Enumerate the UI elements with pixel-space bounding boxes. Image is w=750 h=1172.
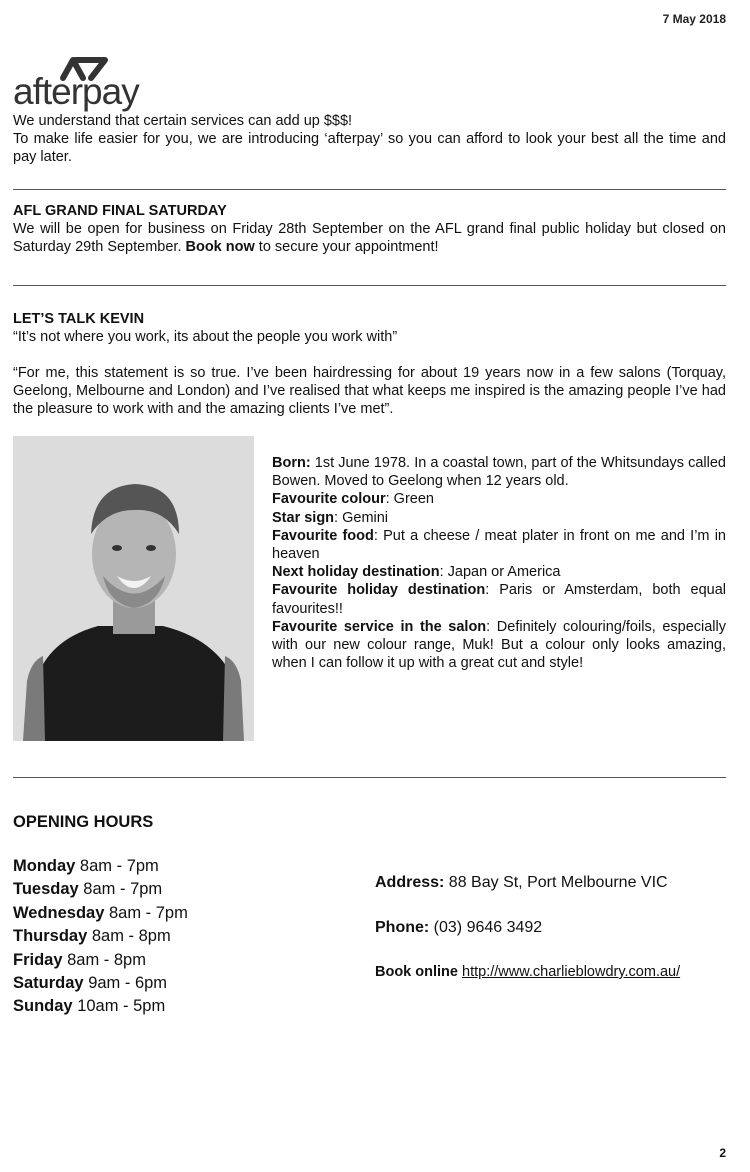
bio-fact-value: : Paris or Amsterdam, both equal favourites!!: [272, 582, 726, 617]
kevin-paragraph: “For me, this statement is so true. I’ve been hairdressing for about 19 years now in a few salons (Torquay, Geelong, Melbourne and London) and I’ve realised that what keeps me inspired is the amazing people I’ve had the pleasure to work with and the amazing clients I’ve met”.: [13, 365, 726, 417]
phone-label: Phone:: [375, 919, 430, 936]
bio-fact: [272, 454, 726, 490]
hours-row: [13, 949, 188, 972]
phone-line: [375, 919, 542, 937]
bio-fact-value: : Put a cheese / meat plater in front on me and I’m in heaven: [272, 527, 726, 563]
afl-text-after: to secure your appointment!: [254, 239, 439, 255]
hours-day: Wednesday: [13, 903, 105, 922]
afl-text-before: We will be open for business on Friday 28th September on the AFL grand final public holiday but closed on Saturday 29th September.: [13, 221, 726, 255]
opening-hours-title: OPENING HOURS: [13, 813, 154, 831]
hours-time: 8am - 7pm: [78, 880, 163, 899]
bio-fact-label: Star sign: [272, 509, 335, 526]
hours-row: [13, 972, 188, 995]
bio-fact-label: Born:: [272, 455, 311, 471]
bio-fact-label: Favourite food: [272, 527, 374, 544]
hours-day: Saturday: [13, 974, 84, 993]
address-line: [375, 874, 668, 892]
afterpay-logo-wordmark: afterpay: [13, 71, 139, 112]
bio-fact-value: : Japan or America: [439, 564, 561, 581]
address-label: Address:: [375, 874, 445, 891]
hours-row: [13, 855, 188, 878]
bio-fact-value: : Green: [385, 491, 434, 508]
hours-time: 8am - 7pm: [104, 903, 188, 922]
book-now-text: Book now: [185, 239, 255, 255]
opening-hours-list: [13, 855, 188, 1019]
bio-fact: [272, 563, 726, 581]
bio-fact: [272, 527, 726, 563]
bio-fact: [272, 581, 726, 617]
divider: [13, 285, 726, 286]
book-online-link[interactable]: http://www.charlieblowdry.com.au/: [462, 964, 681, 980]
hours-row: [13, 995, 188, 1018]
divider: [13, 189, 726, 190]
hours-day: Sunday: [13, 997, 73, 1016]
hours-time: 8am - 8pm: [62, 950, 146, 969]
kevin-bio: [272, 454, 726, 672]
afterpay-logo-mark: [13, 54, 163, 118]
afl-title: AFL GRAND FINAL SATURDAY: [13, 203, 227, 219]
hours-row: [13, 878, 188, 901]
kevin-title: LET’S TALK KEVIN: [13, 311, 145, 327]
afl-section: [13, 202, 726, 256]
page-number: 2: [719, 1146, 726, 1160]
hours-day: Monday: [13, 857, 76, 875]
spacer: [13, 346, 726, 364]
bio-fact: [272, 618, 726, 673]
kevin-section: [13, 310, 726, 418]
hours-row: [13, 902, 188, 925]
portrait-illustration: [13, 436, 254, 741]
afl-text: [13, 220, 726, 256]
hours-time: 8am - 7pm: [75, 857, 159, 875]
hours-day: Tuesday: [13, 880, 79, 899]
hours-day: Thursday: [13, 927, 88, 946]
book-online-label: Book online: [375, 964, 458, 980]
kevin-quote: “It’s not where you work, its about the people you work with”: [13, 329, 398, 345]
bio-fact-value: 1st June 1978. In a coastal town, part of the Whitsundays called Bowen. Moved to Geelong when 12 years old.: [272, 455, 726, 490]
divider: [13, 777, 726, 778]
bio-fact: [272, 490, 726, 508]
book-online-line: [375, 964, 680, 980]
afterpay-section: [13, 112, 726, 166]
bio-fact-value: : Gemini: [334, 509, 389, 526]
phone-value: (03) 9646 3492: [429, 919, 543, 936]
bio-fact-label: Favourite colour: [272, 491, 386, 508]
bio-fact-label: Favourite service in the salon: [272, 618, 487, 635]
afterpay-line-1: We understand that certain services can add up $$$!: [13, 113, 353, 129]
bio-fact-label: Favourite holiday destination: [272, 582, 486, 599]
hours-day: Friday: [13, 950, 63, 969]
afterpay-line-2: To make life easier for you, we are introducing ‘afterpay’ so you can afford to look your best all the time and pay later.: [13, 131, 726, 165]
bio-fact-label: Next holiday destination: [272, 564, 440, 581]
hours-row: [13, 925, 188, 948]
bio-fact-value: : Definitely colouring/foils, especially with our new colour range, Muk! But a colour only looks amazing, when I can follow it up with a great cut and style!: [272, 618, 726, 672]
hours-time: 8am - 8pm: [87, 927, 171, 946]
kevin-photo: [13, 436, 254, 741]
afterpay-logo: [13, 54, 163, 118]
hours-time: 9am - 6pm: [83, 974, 168, 993]
address-value: 88 Bay St, Port Melbourne VIC: [444, 874, 668, 891]
hours-time: 10am - 5pm: [72, 997, 166, 1016]
bio-fact: [272, 509, 726, 527]
page-date: 7 May 2018: [662, 12, 726, 26]
